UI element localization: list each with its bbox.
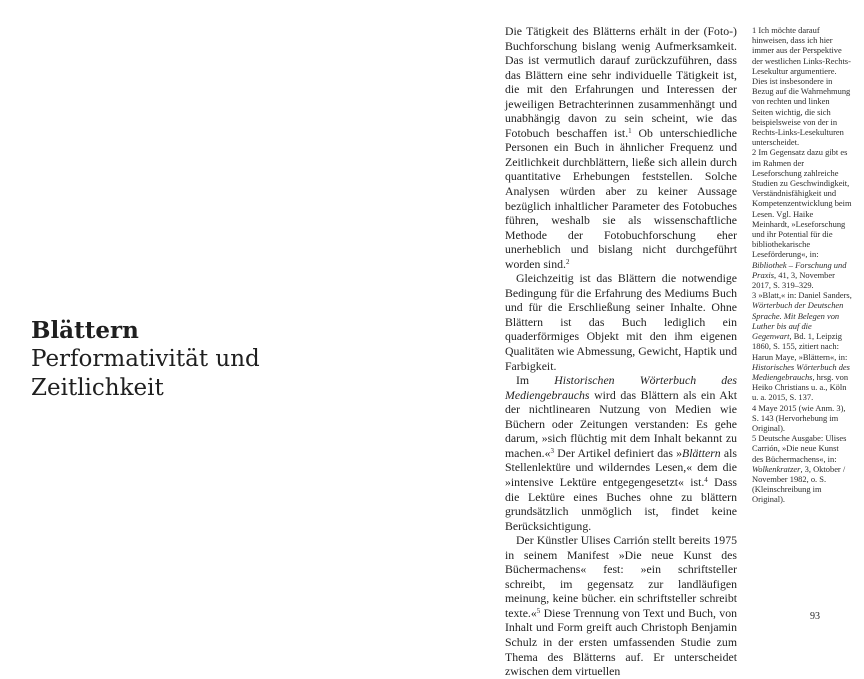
paragraph-1: Die Tätigkeit des Blätterns erhält in der (Foto-) Buchforschung bislang wenig Aufmerksamkeit. Das ist vermutlich darauf zurückzuführen, dass das Blättern eine sehr individuelle Tätigkeit ist, die mit den Erfahrungen und Interessen der jeweiligen Betrachterinnen zusammenhängt und unabhängig davon zu sein scheint, wie das Fotobuch beschaffen ist.$^1$ Ob unterschiedliche Personen ein Buch in ähnlicher Frequenz und Zeitlichkeit durchblättern, ließe sich allein durch quantitative Erhebungen feststellen. Solche Analysen würden aber zu keiner Aussage bezüglich inhaltlicher Parameter des Fotobuches führen, weshalb sie als wissenschaftliche Methode der Fotobuchforschung eher unerheblich und bislang nicht durchgeführt worden sind.$^2$ bbox=[505, 24, 737, 271]
paragraph-3: Im Historischen Wörterbuch des Mediengebrauchs wird das Blättern als ein Akt der nichtlinearen Nutzung von Medien wie Büchern oder Zeitungen verstanden: Es gehe darum, »sich flüchtig mit dem Inhalt bekannt zu machen.«$^3$ Der Artikel definiert das »Blättern als Stellenlektüre und wilderndes Lesen,« dem die »intensive Lektüre entgegengesetzt« ist.$^4$ Dass die Lektüre eines Buches ohne zu blättern grundsätzlich unmöglich ist, findet keine Berücksichtigung. bbox=[505, 373, 737, 533]
footnote-2: 2 Im Gegensatz dazu gibt es im Rahmen der Leseforschung zahlreiche Studien zu Geschwindigkeit, Verständnisfähigkeit und Kompetenzentwicklung beim Lesen. Vgl. Haike Meinhardt, »Leseforschung und ihr Potential für die bibliothekarische Leseförderung«, in: Bibliothek – Forschung und Praxis, 41, 3, November 2017, S. 319–329. bbox=[752, 147, 852, 291]
chapter-title: Blättern bbox=[31, 317, 139, 344]
paragraph-2: Gleichzeitig ist das Blättern die notwendige Bedingung für die Erfahrung des Mediums Buch und für die Erschließung seiner Inhalte. Ohne Blättern ist das Buch lediglich ein quaderförmiges Objekt mit den ihm eigenen Qualitäten wie Abmessung, Gewicht, Haptik und Farbigkeit. bbox=[505, 271, 737, 373]
paragraph-4: Der Künstler Ulises Carrión stellt bereits 1975 in seinem Manifest »Die neue Kunst des Büchermachens« fest: »ein schriftsteller schreibt, im gegensatz zur landläufigen meinung, keine bücher. ein schriftsteller schreibt texte.«$^5$ Diese Trennung von Text und Buch, von Inhalt und Form greift auch Christoph Benjamin Schulz in der ersten umfassenden Studie zum Thema des Blätterns auf. Er unterscheidet zwischen dem virtuellen bbox=[505, 533, 737, 679]
footnote-ref-5: 5 bbox=[536, 606, 541, 615]
footnote-4: 4 Maye 2015 (wie Anm. 3), S. 143 (Hervorhebung im Original). bbox=[752, 402, 846, 433]
footnote-1: 1 Ich möchte darauf hinweisen, dass ich hier immer aus der Perspektive der westlichen Links-Rechts-Lesekultur argumentiere. Dies ist insbesondere in Bezug auf die Wahrnehmung von rechten und linken Seiten wichtig, die sich beispielsweise von der in Rechts-Links-Lesekulturen unterscheidet. bbox=[752, 25, 851, 148]
footnote-5: 5 Deutsche Ausgabe: Ulises Carrión, »Die neue Kunst des Büchermachens«, in: Wolkenkratzer, 3, Oktober / November 1982, o. S. (Kleinschreibung im Original). bbox=[752, 433, 847, 505]
main-text-column bbox=[505, 24, 737, 679]
footnote-3: 3 »Blatt,« in: Daniel Sanders, Wörterbuch der Deutschen Sprache. Mit Belegen von Luther bis auf die Gegenwart, Bd. 1, Leipzig 1860, S. 155, zitiert nach: Harun Maye, »Blättern«, in: Historisches Wörterbuch des Mediengebrauchs, hrsg. von Heiko Christians u. a., Köln u. a. 2015, S. 137. bbox=[752, 290, 852, 403]
chapter-subtitle: Performativität und Zeitlichkeit bbox=[31, 346, 260, 401]
page-number: 93 bbox=[810, 611, 820, 622]
footnote-ref-3: 3 bbox=[550, 446, 555, 455]
chapter-heading bbox=[31, 316, 291, 403]
footnotes-column bbox=[752, 25, 852, 505]
footnote-ref-2: 2 bbox=[565, 257, 570, 266]
footnote-ref-4: 4 bbox=[704, 475, 708, 484]
footnote-ref-1: 1 bbox=[628, 126, 632, 135]
